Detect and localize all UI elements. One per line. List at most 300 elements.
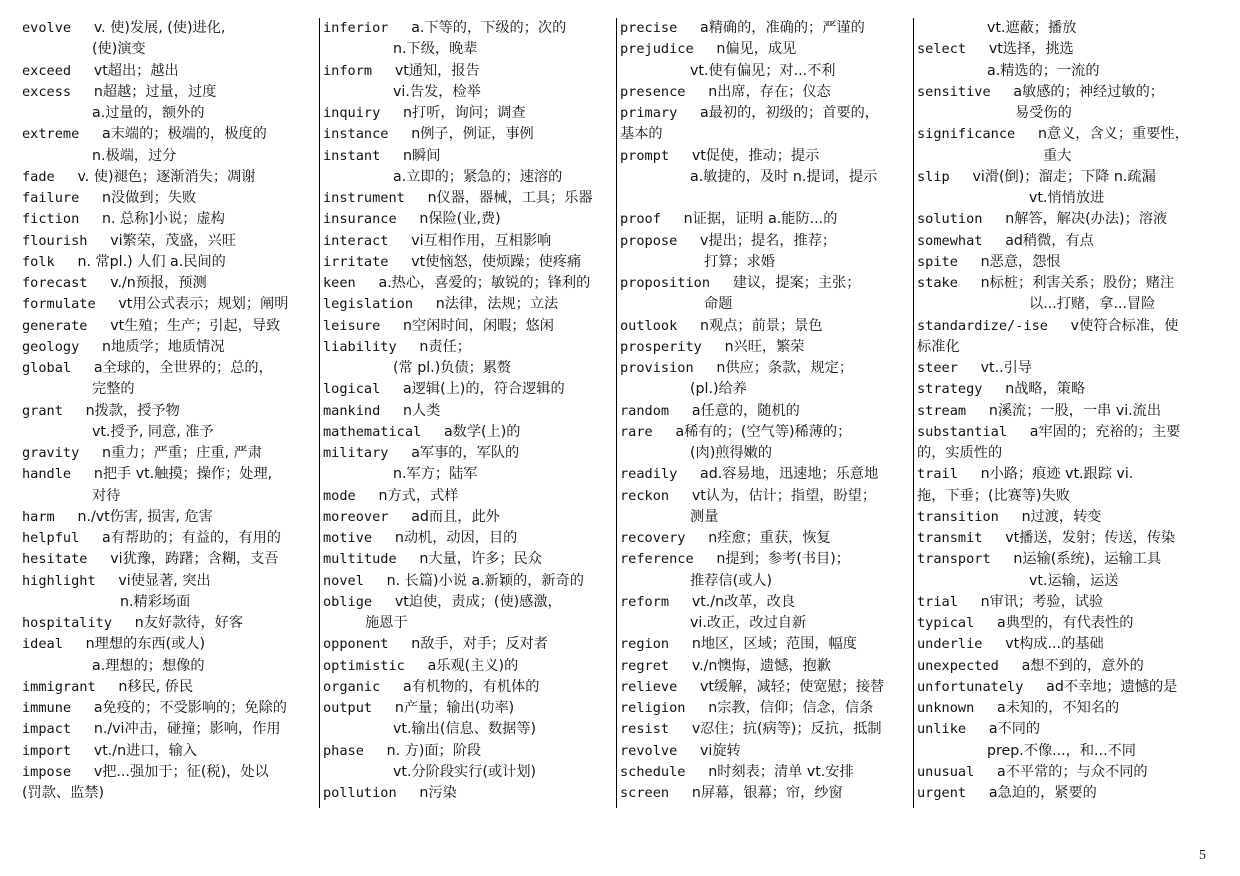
definition: vt选择，挑选 — [988, 41, 1074, 58]
entry-line — [323, 507, 619, 528]
entry-line — [620, 18, 916, 39]
definition: vt./n改革，改良 — [691, 593, 796, 610]
definition: 推荐信(或人) — [690, 572, 773, 589]
entry-line — [917, 167, 1215, 188]
entry-line — [22, 613, 318, 634]
definition: ad而且，此外 — [411, 508, 500, 525]
entry-line — [917, 741, 1215, 762]
entry-line — [22, 379, 318, 400]
entry-line — [917, 656, 1215, 677]
definition: a有机物的，有机体的 — [403, 678, 540, 695]
headword: substantial — [917, 423, 1008, 440]
definition: vt..引导 — [980, 360, 1032, 376]
headword: grant — [22, 402, 63, 419]
column-3 — [616, 18, 916, 808]
definition: vi互相作用，互相影响 — [411, 232, 552, 249]
column-2 — [319, 18, 619, 808]
entry-line — [22, 464, 318, 485]
headword: pollution — [323, 785, 397, 801]
definition: (pl.)给养 — [690, 381, 747, 398]
definition: vt通知，报告 — [394, 62, 480, 79]
headword: solution — [917, 211, 983, 228]
entry-line — [620, 443, 916, 464]
definition: vt认为，估计；指望，盼望； — [691, 487, 877, 504]
column-1 — [22, 18, 318, 808]
headword: sensitive — [917, 83, 991, 100]
definition: 对待 — [92, 487, 121, 504]
headword: novel — [323, 572, 364, 589]
entry-line — [917, 401, 1215, 422]
headword: optimistic — [323, 657, 405, 674]
entry-line — [323, 634, 619, 655]
entry-line — [620, 209, 916, 230]
headword: instrument — [323, 190, 405, 206]
headword: resist — [620, 721, 670, 738]
entry-line — [620, 677, 916, 698]
entry-line — [22, 337, 318, 358]
definition: n例子，例证，事例 — [411, 126, 534, 143]
definition: n理想的东西(或人) — [85, 636, 206, 653]
headword: failure — [22, 190, 80, 206]
headword: precise — [620, 20, 678, 36]
entry-line — [620, 634, 916, 655]
entry-line — [917, 61, 1215, 82]
definition: v忍住；抗(病等)；反抗，抵制 — [691, 721, 882, 738]
definition: n保险(业,费) — [419, 211, 501, 228]
entry-line — [620, 316, 916, 337]
headword: significance — [917, 126, 1016, 143]
headword: global — [22, 360, 72, 376]
headword: readily — [620, 466, 678, 483]
definition: a敏感的；神经过敏的； — [1013, 83, 1164, 100]
entry-line — [22, 273, 318, 294]
entry-line — [323, 167, 619, 188]
entry-line — [620, 337, 916, 358]
definition: n./vt伤害, 损害, 危害 — [77, 508, 213, 525]
definition: a急迫的，紧要的 — [988, 785, 1097, 801]
definition: vi犹豫，踌躇；含糊，支吾 — [110, 551, 279, 568]
definition: n仪器，器械，工具；乐器 — [427, 190, 593, 206]
headword: rare — [620, 423, 653, 440]
page-number: 5 — [1199, 848, 1206, 863]
entry-line — [917, 571, 1215, 592]
headword: interact — [323, 232, 389, 249]
entry-line — [620, 124, 916, 145]
entry-line — [22, 401, 318, 422]
definition: a任意的，随机的 — [691, 402, 800, 419]
entry-line — [620, 592, 916, 613]
entry-line — [323, 188, 619, 209]
headword: irritate — [323, 253, 389, 270]
headword: inferior — [323, 20, 389, 36]
entry-line — [620, 422, 916, 443]
definition: n.极端，过分 — [92, 147, 177, 164]
headword: military — [323, 445, 389, 461]
headword: leisure — [323, 317, 381, 334]
entry-line — [323, 528, 619, 549]
headword: mankind — [323, 402, 381, 419]
definition: n意义，含义；重要性， — [1037, 126, 1189, 143]
definition: n证据，证明 a.能防...的 — [683, 211, 838, 228]
headword: inform — [323, 62, 373, 79]
definition: 完整的 — [92, 381, 135, 398]
definition: n动机，动因，目的 — [394, 530, 518, 546]
entry-line — [620, 61, 916, 82]
headword: impose — [22, 763, 72, 780]
headword: schedule — [620, 763, 686, 780]
headword: underlie — [917, 636, 983, 653]
entry-line — [917, 358, 1215, 379]
headword: region — [620, 636, 670, 653]
entry-line — [22, 103, 318, 124]
entry-line — [323, 358, 619, 379]
definition: a.精选的；一流的 — [987, 62, 1100, 79]
definition: n过渡，转变 — [1021, 508, 1102, 525]
headword: generate — [22, 317, 88, 334]
entry-line — [917, 146, 1215, 167]
entry-line — [323, 422, 619, 443]
entry-line — [323, 337, 619, 358]
entry-line — [22, 294, 318, 315]
headword: religion — [620, 700, 686, 716]
entry-line — [620, 528, 916, 549]
headword: output — [323, 700, 373, 716]
definition: a精确的，准确的；严谨的 — [700, 20, 865, 36]
definition: vt.运输，运送 — [1029, 572, 1119, 589]
definition: vt./n进口，输入 — [93, 742, 198, 759]
definition: 基本的 — [620, 126, 663, 143]
definition: vt构成...的基础 — [1005, 636, 1104, 653]
definition: 打算；求婚 — [704, 253, 775, 270]
entry-line — [22, 61, 318, 82]
headword: unlike — [917, 721, 967, 738]
headword: stream — [917, 402, 967, 419]
entry-line — [917, 316, 1215, 337]
entry-line — [917, 762, 1215, 783]
entry-line — [22, 549, 318, 570]
definition: n. 总称]小说；虚构 — [102, 211, 225, 228]
definition: n地质学；地质情况 — [102, 338, 225, 355]
entry-line — [620, 273, 916, 294]
definition: n审讯；考验，试验 — [980, 593, 1104, 610]
headword: gravity — [22, 445, 80, 461]
entry-line — [917, 294, 1215, 315]
entry-line — [22, 39, 318, 60]
entry-line — [917, 507, 1215, 528]
entry-line — [22, 656, 318, 677]
entry-line — [22, 486, 318, 507]
headword: propose — [620, 232, 678, 249]
entry-line — [323, 677, 619, 698]
headword: oblige — [323, 593, 373, 610]
definition: n大量，许多；民众 — [419, 551, 542, 568]
definition: vt缓解，减轻；使宽慰；接替 — [700, 678, 885, 695]
headword: screen — [620, 785, 670, 801]
entry-line — [620, 613, 916, 634]
headword: random — [620, 402, 670, 419]
entry-line — [620, 39, 916, 60]
headword: select — [917, 41, 967, 58]
entry-line — [917, 39, 1215, 60]
entry-line — [620, 571, 916, 592]
definition: vi滑(倒)；溜走；下降 n.疏漏 — [972, 168, 1156, 185]
definition: n移民, 侨民 — [118, 678, 194, 695]
entry-line — [917, 188, 1215, 209]
definition: a.下等的，下级的；次的 — [411, 20, 567, 36]
definition: n超越；过量，过度 — [93, 83, 217, 100]
entry-line — [917, 124, 1215, 145]
headword: mathematical — [323, 423, 422, 440]
headword: unfortunately — [917, 678, 1024, 695]
definition: n友好款待，好客 — [134, 615, 244, 631]
definition: a数学(上)的 — [443, 423, 521, 440]
definition: 重大 — [1043, 147, 1072, 164]
definition: a.过量的，额外的 — [92, 105, 205, 121]
definition: a末端的；极端的，极度的 — [102, 126, 267, 143]
headword: formulate — [22, 296, 96, 313]
headword: unusual — [917, 763, 975, 780]
entry-line — [917, 613, 1215, 634]
entry-line — [620, 103, 916, 124]
entry-line — [323, 39, 619, 60]
definition: 施恩于 — [365, 615, 408, 631]
entry-line — [620, 82, 916, 103]
definition: n溪流；一股，一串 vi.流出 — [988, 402, 1162, 419]
definition: a.热心，喜爱的；敏锐的；锋利的 — [378, 275, 591, 291]
headword: prompt — [620, 147, 670, 164]
definition: n地区，区域；范围，幅度 — [691, 636, 857, 653]
entry-line — [323, 486, 619, 507]
entry-line — [620, 464, 916, 485]
entry-line — [917, 443, 1215, 464]
definition: 以...打赌，拿...冒险 — [1029, 296, 1156, 313]
entry-line — [22, 82, 318, 103]
entry-line — [323, 273, 619, 294]
definition: 拖，下垂；(比赛等)失败 — [917, 487, 1070, 504]
headword: transport — [917, 551, 991, 568]
definition: n空闲时间，闲暇；悠闲 — [403, 317, 554, 334]
definition: a稀有的；(空气等)稀薄的； — [675, 423, 852, 440]
definition: a.敏捷的，及时 n.提词，提示 — [690, 168, 878, 185]
definition: vt超出；越出 — [93, 62, 179, 79]
definition: v提出；提名，推荐； — [700, 232, 837, 249]
entry-line — [22, 507, 318, 528]
definition: a.立即的；紧急的；速溶的 — [393, 168, 563, 185]
definition: n. 长篇)小说 a.新颖的，新奇的 — [386, 572, 584, 589]
definition: n标桩；利害关系；股份；赌注 — [980, 275, 1175, 291]
entry-line — [620, 549, 916, 570]
entry-line — [22, 252, 318, 273]
definition: a全球的，全世界的；总的， — [93, 360, 273, 376]
definition: vt促使，推动；提示 — [691, 147, 820, 164]
definition: n. 方)面；阶段 — [386, 742, 482, 759]
definition: a不平常的；与众不同的 — [997, 763, 1148, 780]
headword: keen — [323, 275, 356, 291]
definition: vi.告发，检举 — [393, 83, 481, 100]
headword: steer — [917, 360, 958, 376]
definition: n敌手，对手；反对者 — [411, 636, 548, 653]
entry-line — [917, 698, 1215, 719]
headword: stake — [917, 275, 958, 291]
definition: n运输(系统)，运输工具 — [1013, 551, 1162, 568]
entry-line — [620, 167, 916, 188]
definition: vt.遮蔽；播放 — [987, 20, 1077, 36]
entry-line — [22, 209, 318, 230]
entry-line — [22, 528, 318, 549]
entry-line — [323, 571, 619, 592]
entry-line — [22, 358, 318, 379]
headword: prejudice — [620, 41, 694, 58]
entry-line — [620, 507, 916, 528]
headword: typical — [917, 615, 975, 631]
entry-line — [323, 549, 619, 570]
entry-line — [323, 379, 619, 400]
entry-line — [917, 634, 1215, 655]
definition: a逻辑(上)的，符合逻辑的 — [403, 381, 565, 398]
entry-line — [323, 656, 619, 677]
headword: geology — [22, 338, 80, 355]
definition: n.精彩场面 — [120, 593, 191, 610]
definition: a乐观(主义)的 — [427, 657, 519, 674]
entry-line — [917, 549, 1215, 570]
definition: vt迫使，责成；(使)感激， — [394, 593, 562, 610]
entry-line — [620, 252, 916, 273]
entry-line — [620, 401, 916, 422]
definition: a最初的，初级的；首要的， — [700, 105, 879, 121]
headword: strategy — [917, 381, 983, 398]
entry-line — [323, 294, 619, 315]
definition: 建议，提案；主张； — [732, 275, 861, 291]
definition: 易受伤的 — [1015, 105, 1072, 121]
headword: revolve — [620, 742, 678, 759]
entry-line — [22, 677, 318, 698]
headword: reference — [620, 551, 694, 568]
headword: somewhat — [917, 232, 983, 249]
headword: regret — [620, 657, 670, 674]
definition: 的，实质性的 — [917, 445, 1003, 461]
definition: (罚款、监禁) — [22, 785, 105, 801]
definition: vt.分阶段实行(或计划) — [393, 763, 537, 780]
entry-line — [917, 231, 1215, 252]
entry-line — [22, 231, 318, 252]
entry-line — [917, 82, 1215, 103]
definition: (常 pl.)负债；累赘 — [393, 360, 512, 376]
definition: a有帮助的；有益的，有用的 — [102, 530, 281, 546]
entry-line — [323, 82, 619, 103]
entry-line — [323, 783, 619, 804]
definition: v. 使)褪色；逐渐消失；凋谢 — [77, 168, 256, 185]
entry-line — [22, 634, 318, 655]
headword: liability — [323, 338, 397, 355]
definition: n恶意，怨恨 — [980, 253, 1061, 270]
definition: ad稍微，有点 — [1005, 232, 1094, 249]
entry-line — [323, 613, 619, 634]
headword: recovery — [620, 530, 686, 546]
entry-line — [22, 316, 318, 337]
definition: vi使显著, 突出 — [118, 572, 211, 589]
definition: a免疫的；不受影响的；免除的 — [93, 700, 287, 716]
entry-line — [620, 762, 916, 783]
entry-line — [323, 464, 619, 485]
entry-line — [22, 443, 318, 464]
entry-line — [917, 422, 1215, 443]
entry-line — [620, 719, 916, 740]
definition: n把手 vt.触摸；操作；处理, — [93, 466, 273, 483]
definition: n人类 — [403, 402, 441, 419]
definition: ad.容易地，迅速地；乐意地 — [700, 466, 879, 483]
headword: immune — [22, 700, 72, 716]
headword: immigrant — [22, 678, 96, 695]
headword: import — [22, 742, 72, 759]
entry-line — [323, 443, 619, 464]
definition: a想不到的，意外的 — [1021, 657, 1144, 674]
entry-line — [22, 146, 318, 167]
definition: vt生殖；生产；引起，导致 — [110, 317, 281, 334]
entry-line — [323, 698, 619, 719]
definition: n兴旺，繁荣 — [724, 338, 805, 355]
headword: highlight — [22, 572, 96, 589]
entry-line — [917, 719, 1215, 740]
definition: n屏幕，银幕；帘，纱窗 — [691, 785, 843, 801]
headword: harm — [22, 508, 55, 525]
headword: instance — [323, 126, 389, 143]
headword: relieve — [620, 678, 678, 695]
entry-line — [917, 337, 1215, 358]
headword: trail — [917, 466, 958, 483]
definition: vi旋转 — [700, 742, 741, 759]
definition: n小路；痕迹 vt.跟踪 vi. — [980, 466, 1134, 483]
definition: a军事的，军队的 — [411, 445, 520, 461]
definition: v使符合标准，使 — [1070, 317, 1179, 334]
definition: ad不幸地；遗憾的是 — [1046, 678, 1178, 695]
definition: a不同的 — [988, 721, 1041, 738]
headword: proof — [620, 211, 661, 228]
entry-line — [323, 209, 619, 230]
entry-line — [917, 252, 1215, 273]
definition: n污染 — [419, 785, 457, 801]
headword: phase — [323, 742, 364, 759]
headword: evolve — [22, 20, 72, 36]
headword: fade — [22, 168, 55, 185]
entry-line — [22, 18, 318, 39]
entry-line — [22, 422, 318, 443]
definition: n. 常pl.) 人们 a.民间的 — [77, 253, 226, 270]
entry-line — [620, 231, 916, 252]
headword: mode — [323, 487, 356, 504]
entry-line — [620, 783, 916, 804]
headword: legislation — [323, 296, 414, 313]
entry-line — [917, 677, 1215, 698]
entry-line — [323, 61, 619, 82]
headword: folk — [22, 253, 55, 270]
definition: (使)演变 — [92, 41, 146, 58]
definition: n没做到；失败 — [102, 190, 197, 206]
headword: presence — [620, 83, 686, 100]
headword: trial — [917, 593, 958, 610]
headword: opponent — [323, 636, 389, 653]
entry-line — [917, 783, 1215, 804]
headword: exceed — [22, 62, 72, 79]
definition: a.理想的；想像的 — [92, 657, 205, 674]
entry-line — [323, 252, 619, 273]
headword: excess — [22, 83, 72, 100]
entry-line — [917, 379, 1215, 400]
definition: n.下级，晚辈 — [393, 41, 478, 58]
headword: fiction — [22, 211, 80, 228]
headword: logical — [323, 381, 381, 398]
entry-line — [917, 592, 1215, 613]
entry-line — [22, 783, 318, 804]
